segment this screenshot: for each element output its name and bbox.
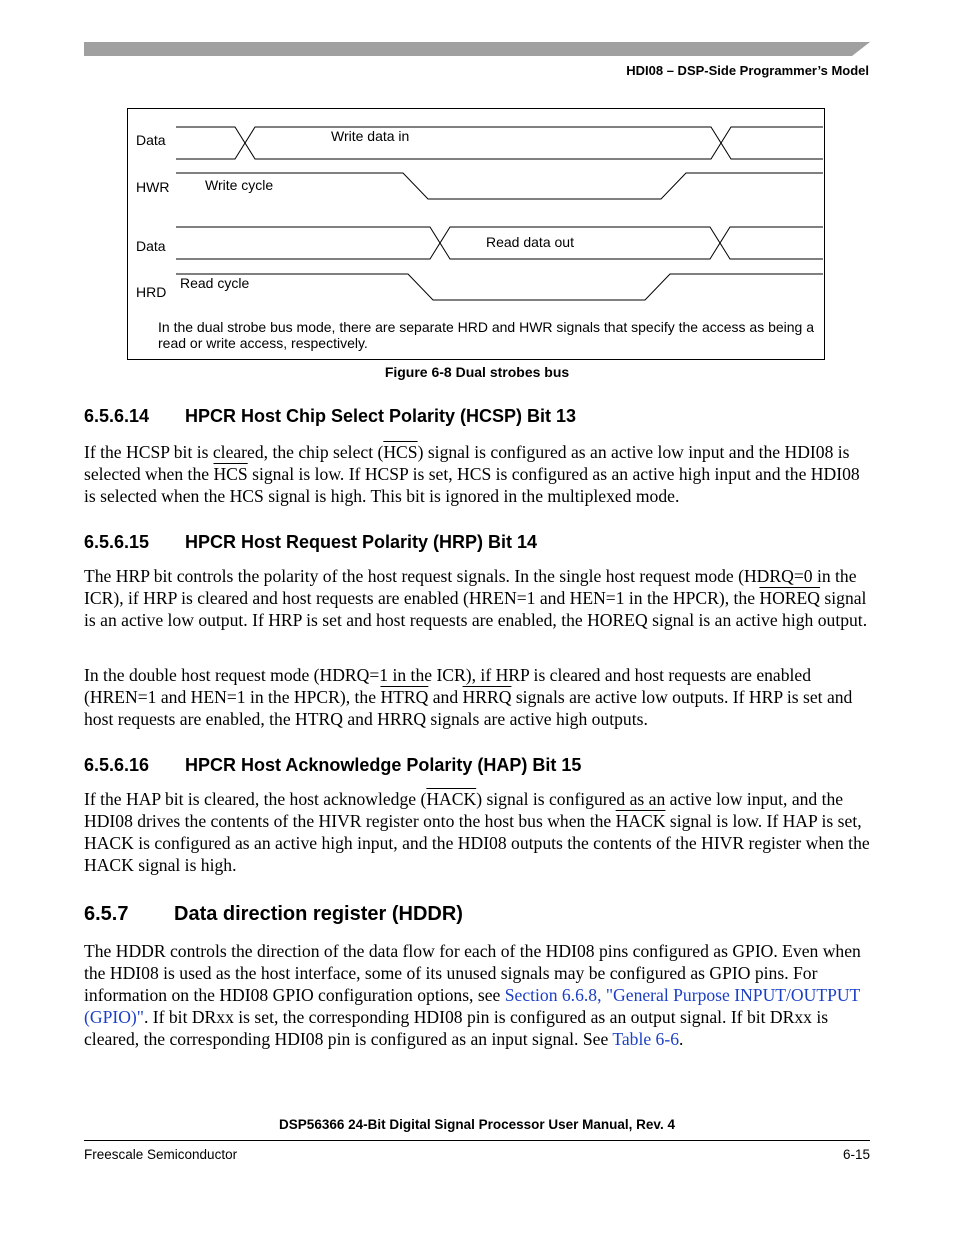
figure-caption: Figure 6-8 Dual strobes bus (384, 364, 570, 380)
footer-divider (84, 1140, 870, 1141)
read-data-out-label: Read data out (486, 234, 574, 250)
section-heading-hcsp (84, 406, 576, 427)
running-title: HDI08 – DSP-Side Programmer’s Model (626, 63, 869, 78)
hcs-signal: $\overline{HCS}$ (213, 464, 248, 484)
horeq-signal: HOREQ (759, 588, 821, 608)
data-signal-label-2: Data (136, 238, 166, 254)
header-bar (0, 0, 954, 60)
write-data-in-label: Write data in (331, 128, 410, 144)
htrq-signal: HTRQ (380, 687, 429, 707)
section-heading-hddr (84, 903, 463, 926)
paragraph-hrp-1: The HRP bit controls the polarity of the host request signals. In the single host request mode (HDRQ=0 in the ICR), if HRP is cleared and host requests are enabled (HREN=1 and HEN=1 in the HPCR), the HOREQ signal is an active low output. If HRP is set and host requests are enabled, the HOREQ signal is an active high output. (84, 566, 868, 630)
timing-diagram (127, 108, 825, 360)
figure-note: In the dual strobe bus mode, there are separate HRD and HWR signals that specify the access as being a read or write access, respectively. (158, 319, 815, 351)
hcs-signal: $\overline{HCS}$ (383, 442, 418, 462)
page-number: 6-15 (842, 1147, 870, 1162)
section-title: Data direction register (HDDR) (174, 903, 463, 925)
section-title: HPCR Host Request Polarity (HRP) Bit 14 (185, 532, 538, 552)
paragraph-hap: If the HAP bit is cleared, the host acknowledge (HACK) signal is configured as an active low input, and the HDI08 drives the contents of the HIVR register onto the host bus when the HACK signal is low. If HAP is set, HACK is configured as an active high input, and the HDI08 outputs the contents of the HIVR register when the HACK signal is high. (84, 789, 870, 875)
hack-signal: HACK (426, 789, 477, 809)
footer-manual-title: DSP56366 24-Bit Digital Signal Processor User Manual, Rev. 4 (279, 1117, 675, 1132)
write-cycle-label: Write cycle (205, 177, 274, 193)
section-number: 6.5.7 (84, 903, 129, 925)
hwr-signal-label: HWR (136, 179, 170, 195)
section-title: HPCR Host Chip Select Polarity (HCSP) Bit 13 (185, 406, 577, 426)
section-title: HPCR Host Acknowledge Polarity (HAP) Bit 15 (185, 755, 582, 775)
section-number: 6.5.6.16 (84, 755, 150, 775)
section-number: 6.5.6.14 (84, 406, 150, 426)
gpio-section-link[interactable]: Section 6.6.8, "General Purpose INPUT/OUTPUT (GPIO)" (84, 985, 860, 1027)
hrd-wave (176, 274, 823, 300)
data-signal-label: Data (136, 132, 166, 148)
hrrq-signal: HRRQ (462, 687, 512, 707)
paragraph-hddr: The HDDR controls the direction of the data flow for each of the HDI08 pins configured as GPIO. Even when the HDI08 is used as the host interface, some of its unused signals may be configured as GPIO pins. For information on the HDI08 GPIO configuration options, see Section 6.6.8, "General Purpose INPUT/OUTPUT (GPIO)". If bit DRxx is set, the corresponding HDI08 pin is configured as an output signal. If bit DRxx is cleared, the corresponding HDI08 pin is configured as an input signal. See Table 6-6. (84, 941, 861, 1049)
hrd-signal-label: HRD (136, 284, 167, 300)
section-heading-hrp (84, 532, 537, 553)
read-cycle-label: Read cycle (180, 275, 250, 291)
paragraph-hcsp: If the HCSP bit is cleared, the chip select $(\overline{HCS})$ signal is configured as an active low input and the HDI08 is selected when the $\overline{HCS}$ signal is low. If HCSP is set, HCS is configured as an active high input and the HDI08 is selected when the HCS signal is high. This bit is ignored in the multiplexed mode. (84, 442, 860, 506)
write-data-wave-top (176, 127, 823, 143)
paragraph-hrp-2: In the double host request mode (HDRQ=1 in the ICR), if HRP is cleared and host requests are enabled (HREN=1 and HEN=1 in the HPCR), the HTRQ and HRRQ signals are active low outputs. If HRP is set and host requests are enabled, the HTRQ and HRRQ signals are active high outputs. (84, 665, 853, 729)
hack-signal: HACK (615, 811, 666, 831)
section-heading-hap (84, 755, 581, 776)
write-data-wave-bottom (176, 143, 823, 159)
footer-company: Freescale Semiconductor (84, 1147, 238, 1162)
table-6-6-link[interactable]: Table 6-6 (612, 1029, 680, 1049)
section-number: 6.5.6.15 (84, 532, 150, 552)
